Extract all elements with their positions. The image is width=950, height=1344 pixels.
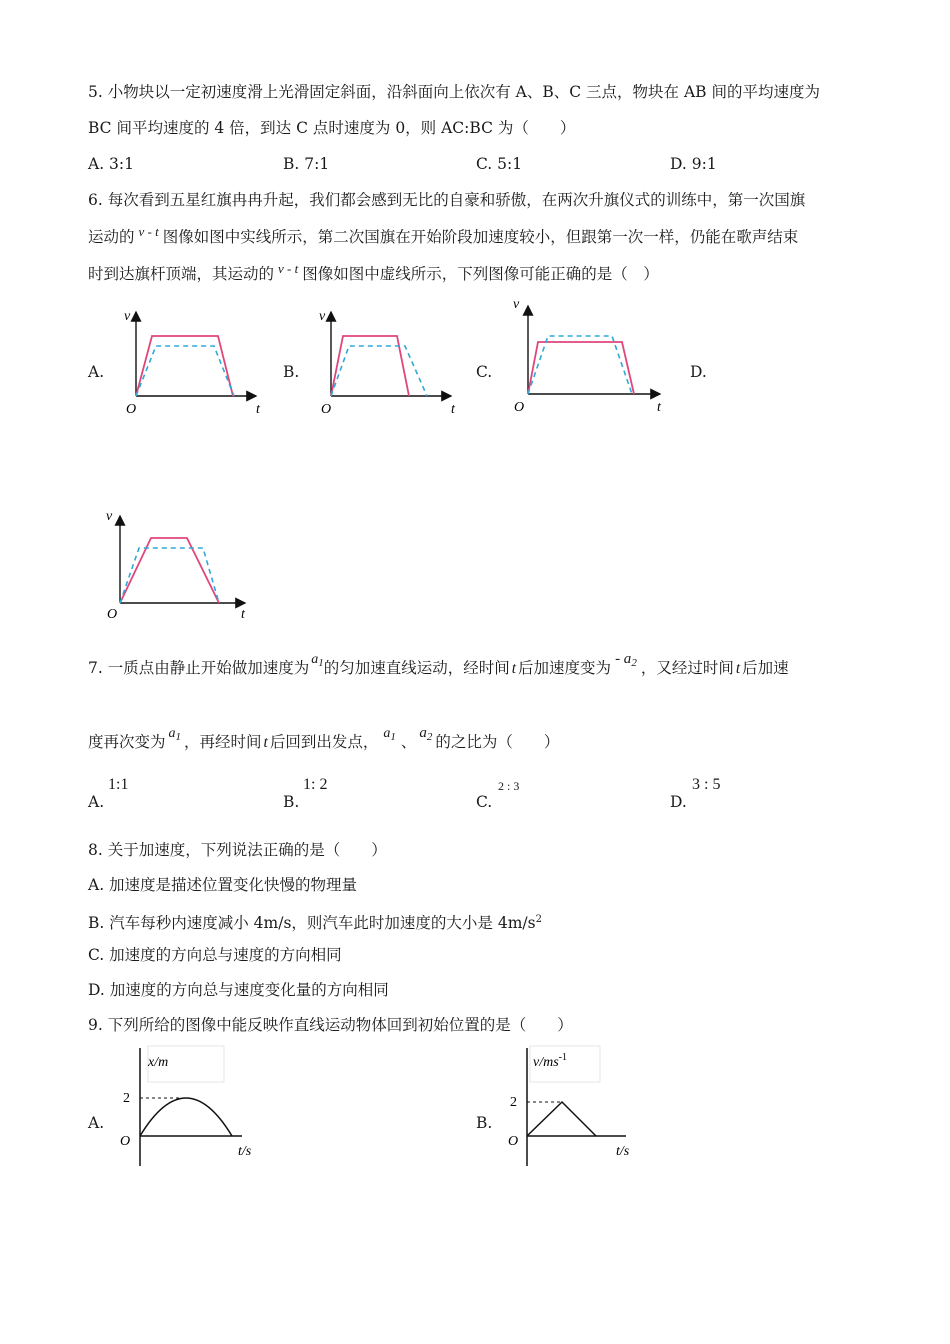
q7-option-d-label[interactable]: D.: [670, 793, 687, 811]
q7-text: 度再次变为: [88, 733, 166, 751]
q7-neg-a2-symbol: [611, 651, 641, 667]
q9-graph-a: [112, 1044, 272, 1170]
t-label: t: [451, 402, 455, 417]
q8-option-a[interactable]: A. 加速度是描述位置变化快慢的物理量: [88, 876, 358, 894]
q6-option-b-label[interactable]: B.: [283, 363, 300, 381]
origin-label: O: [321, 402, 332, 417]
q6-option-c-label[interactable]: C.: [476, 363, 493, 381]
q5-option-b[interactable]: B. 7:1: [283, 155, 330, 173]
q7-text: 后回到出发点，: [269, 733, 379, 751]
q7-t-symbol: t: [735, 660, 741, 677]
q5-option-a[interactable]: A. 3:1: [88, 155, 134, 173]
y-axis-label-main: v/ms: [533, 1055, 559, 1070]
q6-option-a-label[interactable]: A.: [88, 363, 105, 381]
dashed-line: [331, 346, 427, 396]
q7-a-letter: - a: [615, 651, 632, 667]
q7-text: 后加速: [742, 659, 789, 677]
q7-option-b-label[interactable]: B.: [283, 793, 300, 811]
q6-graph-d: [95, 506, 260, 626]
q6-option-d-label[interactable]: D.: [690, 363, 707, 381]
solid-line: [331, 336, 409, 396]
q7-a-letter: a: [168, 726, 176, 741]
q7-text: ，又经过时间: [640, 659, 734, 677]
dashed-line: [136, 346, 234, 396]
q6-graph-c: [500, 296, 675, 420]
q7-text: 的匀加速直线运动，经时间: [323, 659, 510, 677]
q7-stem-line2: [88, 725, 560, 754]
q8-option-b[interactable]: [88, 910, 542, 933]
q7-option-b-ratio: 1: 2: [303, 776, 328, 793]
v-label: v: [124, 309, 131, 324]
parabola-curve: [140, 1098, 232, 1136]
q7-a-letter: a: [383, 726, 391, 741]
q6-text: 图像如图中虚线所示，下列图像可能正确的是（ ）: [302, 265, 659, 283]
q8-option-b-text: B. 汽车每秒内速度减小 4m/s，则汽车此时加速度的大小是 4m/s: [88, 914, 536, 933]
origin-label: O: [107, 607, 118, 622]
q7-a1-symbol: [166, 726, 185, 741]
tick-2-label: 2: [510, 1095, 517, 1110]
q6-vt-symbol: v - t: [278, 261, 299, 276]
q9-stem: 9. 下列所给的图像中能反映作直线运动物体回到初始位置的是（ ）: [88, 1016, 573, 1034]
q8-option-c[interactable]: C. 加速度的方向总与速度的方向相同: [88, 946, 342, 964]
origin-label: O: [126, 402, 137, 417]
y-axis-label: x/m: [148, 1055, 169, 1070]
q7-t-symbol: t: [511, 660, 517, 677]
q7-subscript: 2: [631, 657, 637, 669]
q5-option-d[interactable]: D. 9:1: [670, 155, 717, 173]
q7-a-letter: a: [311, 652, 319, 667]
q9-graph-b: [500, 1044, 660, 1170]
q5-option-c[interactable]: C. 5:1: [476, 155, 523, 173]
q7-option-c-ratio: 2 : 3: [498, 779, 520, 793]
q9-option-a-label[interactable]: A.: [88, 1114, 105, 1132]
q9-option-b-label[interactable]: B.: [476, 1114, 493, 1132]
q7-option-c-label[interactable]: C.: [476, 793, 493, 811]
v-label: v: [106, 509, 113, 524]
q8-stem: 8. 关于加速度，下列说法正确的是（ ）: [88, 841, 387, 859]
q7-a-letter: a: [419, 725, 427, 741]
x-axis-label: t/s: [238, 1144, 252, 1159]
origin-label: O: [508, 1134, 519, 1149]
tick-2-label: 2: [123, 1091, 130, 1106]
triangle-line: [527, 1102, 596, 1136]
q7-text: 的之比为（ ）: [435, 733, 560, 751]
y-axis-label: [533, 1052, 567, 1070]
q5-stem-line1: 5. 小物块以一定初速度滑上光滑固定斜面，沿斜面向上依次有 A、B、C 三点，物块在 AB 间的平均速度为: [88, 83, 820, 101]
q5-stem-line2: BC 间平均速度的 4 倍，到达 C 点时速度为 0，则 AC:BC 为（ ）: [88, 119, 576, 137]
q7-text: 后加速度变为: [518, 659, 612, 677]
q7-subscript: 1: [390, 731, 396, 743]
v-label: v: [319, 309, 326, 324]
q7-a1-symbol: [309, 652, 324, 667]
v-label: v: [513, 297, 520, 312]
q6-stem-line3: [88, 261, 659, 285]
q6-text: 时到达旗杆顶端，其运动的: [88, 265, 275, 283]
solid-line: [120, 538, 219, 603]
q7-option-a-ratio: 1:1: [108, 776, 129, 793]
q6-vt-symbol: v - t: [138, 224, 159, 239]
t-label: t: [256, 402, 260, 417]
t-label: t: [241, 607, 245, 622]
dashed-line: [528, 336, 632, 394]
t-label: t: [657, 400, 661, 415]
q7-text: 7. 一质点由静止开始做加速度为: [88, 659, 310, 677]
origin-label: O: [514, 400, 525, 415]
q6-graph-b: [305, 300, 465, 420]
q7-subscript: 2: [426, 731, 433, 743]
q6-graph-a: [110, 300, 270, 420]
q6-stem-line1: 6. 每次看到五星红旗冉冉升起，我们都会感到无比的自豪和骄傲，在两次升旗仪式的训练中，第一次国旗: [88, 191, 806, 209]
q8-option-d[interactable]: D. 加速度的方向总与速度变化量的方向相同: [88, 981, 389, 999]
dashed-line: [120, 548, 219, 603]
q7-option-a-label[interactable]: A.: [88, 793, 105, 811]
q7-stem-line1: [88, 651, 789, 680]
q7-subscript: 1: [318, 657, 324, 669]
q6-text: 图像如图中实线所示，第二次国旗在开始阶段加速度较小，但跟第一次一样，仍能在歌声结束: [162, 228, 799, 246]
q7-option-d-ratio: 3 : 5: [692, 776, 721, 793]
q7-separator: 、: [400, 733, 417, 751]
y-axis-label-sup: -1: [558, 1052, 568, 1063]
q7-text: ，再经时间: [184, 733, 262, 751]
x-axis-label: t/s: [616, 1144, 630, 1159]
q6-text: 运动的: [88, 228, 135, 246]
q6-stem-line2: [88, 224, 799, 248]
origin-label: O: [120, 1134, 131, 1149]
q7-a2-symbol: [416, 725, 435, 741]
q7-t-symbol: t: [263, 734, 268, 751]
q7-a1-symbol: [378, 726, 401, 741]
q8-option-b-sup: 2: [535, 914, 542, 925]
q7-subscript: 1: [175, 731, 182, 743]
solid-line: [136, 336, 233, 396]
